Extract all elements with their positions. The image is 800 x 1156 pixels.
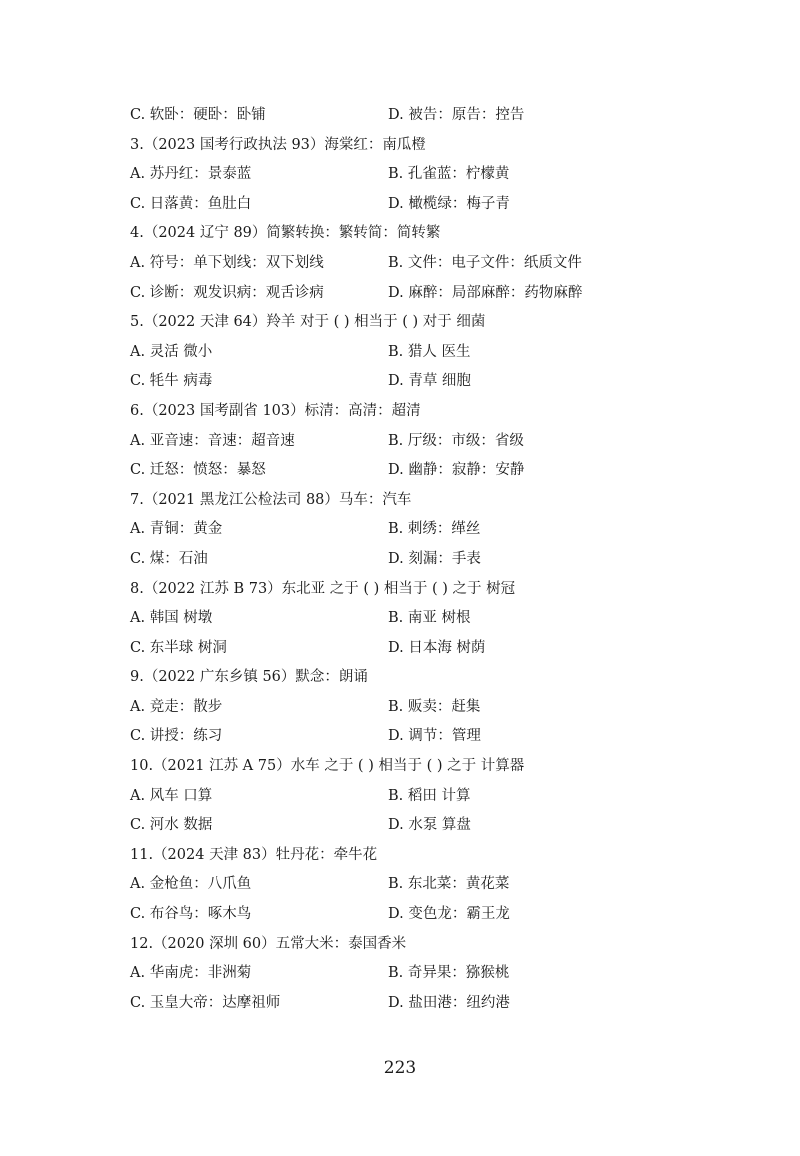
question-stem <box>130 397 690 427</box>
option-left: A. 金枪鱼：八爪鱼 <box>130 876 252 893</box>
option-right: B. 刺绣：缂丝 <box>388 521 481 538</box>
option-right: D. 幽静：寂静：安静 <box>388 462 525 479</box>
question-stem <box>130 219 690 249</box>
question-stem <box>130 663 690 693</box>
question-stem <box>130 930 690 960</box>
option-right: B. 文件：电子文件：纸质文件 <box>388 254 582 271</box>
question-stem <box>130 486 690 516</box>
option-right: D. 日本海 树荫 <box>388 639 486 656</box>
option-left: C. 诊断：观发识病：观舌诊病 <box>130 284 324 301</box>
option-row <box>130 870 690 900</box>
option-left: A. 青铜：黄金 <box>130 521 223 538</box>
question-text: 3.（2023 国考行政执法 93）海棠红：南瓜橙 <box>130 136 426 153</box>
option-left: C. 煤：石油 <box>130 550 208 567</box>
question-text: 4.（2024 辽宁 89）简繁转换：繁转简：简转繁 <box>130 225 441 242</box>
option-row <box>130 456 690 486</box>
question-text: 7.（2021 黑龙江公检法司 88）马车：汽车 <box>130 491 412 508</box>
question-text: 11.（2024 天津 83）牡丹花：牵牛花 <box>130 846 378 863</box>
option-row <box>130 811 690 841</box>
option-row <box>130 722 690 752</box>
option-row <box>130 959 690 989</box>
option-right: D. 被告：原告：控告 <box>388 107 525 123</box>
option-left: C. 东半球 树洞 <box>130 639 227 656</box>
option-row <box>130 900 690 930</box>
option-left: C. 牦牛 病毒 <box>130 373 213 390</box>
option-right: D. 盐田港：纽约港 <box>388 994 510 1011</box>
option-left: A. 苏丹红：景泰蓝 <box>130 166 252 183</box>
option-right: B. 奇异果：猕猴桃 <box>388 965 510 982</box>
option-row <box>130 545 690 575</box>
option-left: A. 亚音速：音速：超音速 <box>130 432 295 449</box>
option-row <box>130 190 690 220</box>
option-right: B. 南亚 树根 <box>388 610 471 627</box>
option-row <box>130 782 690 812</box>
question-text: 10.（2021 江苏 A 75）水车 之于 ( ) 相当于 ( ) 之于 计算器 <box>130 758 525 775</box>
option-row <box>130 279 690 309</box>
question-text: 9.（2022 广东乡镇 56）默念：朗诵 <box>130 669 368 686</box>
option-right: B. 孔雀蓝：柠檬黄 <box>388 166 510 183</box>
question-stem <box>130 841 690 871</box>
option-right: B. 稻田 计算 <box>388 787 471 804</box>
option-row <box>130 249 690 279</box>
question-stem <box>130 575 690 605</box>
option-row <box>130 604 690 634</box>
option-left: C. 河水 数据 <box>130 817 213 834</box>
option-row <box>130 634 690 664</box>
option-row <box>130 427 690 457</box>
option-right: D. 青草 细胞 <box>388 373 471 390</box>
option-right: D. 水泵 算盘 <box>388 817 471 834</box>
option-row <box>130 367 690 397</box>
option-right: D. 刻漏：手表 <box>388 550 481 567</box>
option-row <box>130 160 690 190</box>
option-right: D. 变色龙：霸王龙 <box>388 906 510 923</box>
option-left: C. 迁怒：愤怒：暴怒 <box>130 462 266 479</box>
question-text: 8.（2022 江苏 B 73）东北亚 之于 ( ) 相当于 ( ) 之于 树冠 <box>130 580 516 597</box>
option-left: C. 日落黄：鱼肚白 <box>130 195 252 212</box>
question-stem <box>130 131 690 161</box>
option-left: A. 灵活 微小 <box>130 343 213 360</box>
question-list <box>130 101 690 1018</box>
option-row <box>130 693 690 723</box>
question-stem <box>130 752 690 782</box>
option-row <box>130 989 690 1019</box>
option-left: A. 风车 口算 <box>130 787 213 804</box>
option-left: A. 华南虎：非洲菊 <box>130 965 252 982</box>
option-left: C. 玉皇大帝：达摩祖师 <box>130 994 281 1011</box>
option-left: C. 讲授：练习 <box>130 728 223 745</box>
option-left: A. 符号：单下划线：双下划线 <box>130 254 324 271</box>
option-row <box>130 515 690 545</box>
option-right: B. 厅级：市级：省级 <box>388 432 524 449</box>
option-left: A. 竞走：散步 <box>130 698 223 715</box>
option-right: D. 橄榄绿：梅子青 <box>388 195 510 212</box>
option-left: A. 韩国 树墩 <box>130 610 213 627</box>
option-right: D. 麻醉：局部麻醉：药物麻醉 <box>388 284 583 301</box>
option-right: B. 猎人 医生 <box>388 343 471 360</box>
question-text: 6.（2023 国考副省 103）标清：高清：超清 <box>130 402 421 419</box>
option-row <box>130 101 690 131</box>
question-text: 12.（2020 深圳 60）五常大米：泰国香米 <box>130 935 407 952</box>
option-row <box>130 338 690 368</box>
option-left: C. 布谷鸟：啄木鸟 <box>130 906 252 923</box>
option-right: D. 调节：管理 <box>388 728 481 745</box>
page-number: 223 <box>383 1058 417 1078</box>
question-stem <box>130 308 690 338</box>
option-right: B. 东北菜：黄花菜 <box>388 876 510 893</box>
option-right: B. 贩卖：赶集 <box>388 698 481 715</box>
question-text: 5.（2022 天津 64）羚羊 对于 ( ) 相当于 ( ) 对于 细菌 <box>130 314 486 331</box>
option-left: C. 软卧：硬卧：卧铺 <box>130 107 266 123</box>
